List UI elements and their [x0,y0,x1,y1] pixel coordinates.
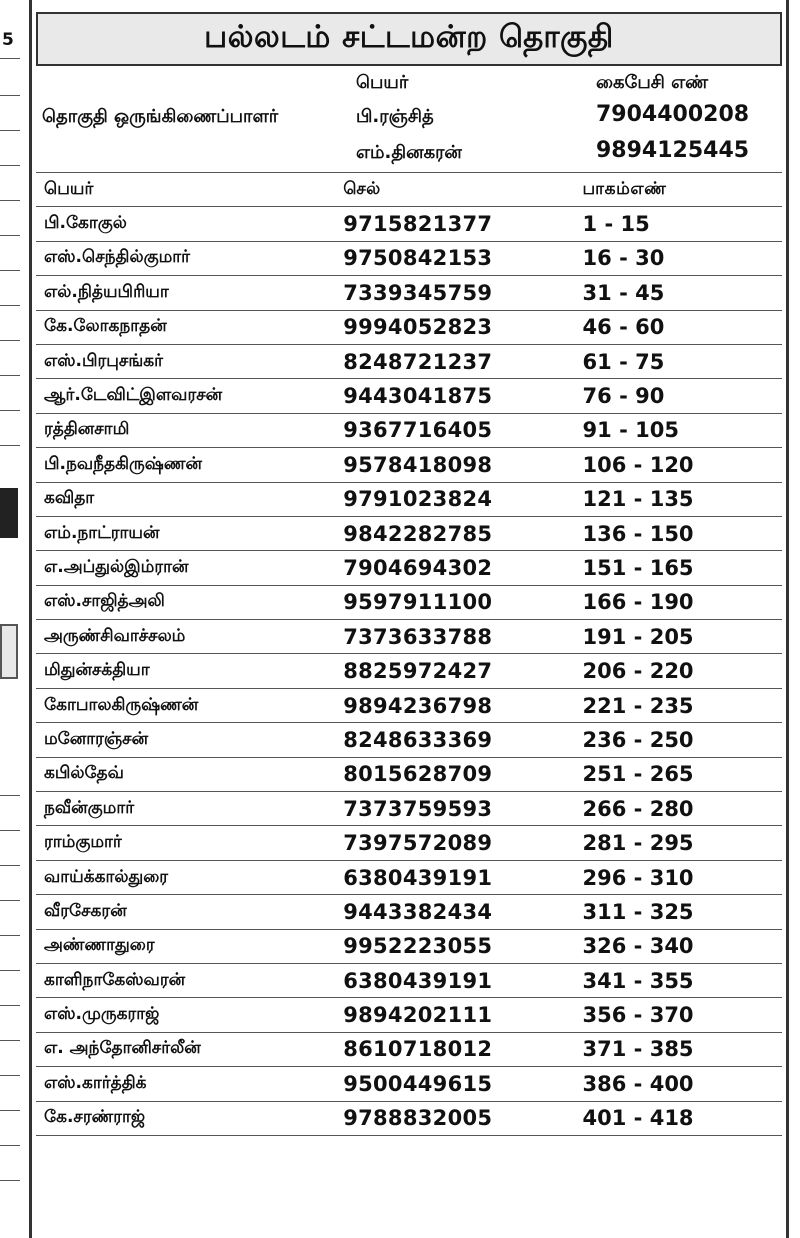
row-phone: 6380439191 [343,865,493,890]
table-row [36,310,782,344]
row-booth: 266 - 280 [582,796,694,821]
coordinator-name-header: பெயர் [356,72,409,93]
row-phone: 8015628709 [343,762,493,787]
table-row [36,722,782,756]
row-booth: 206 - 220 [582,659,694,684]
table-row [36,619,782,653]
row-booth: 151 - 165 [582,555,694,580]
row-name: ரத்தினசாமி [44,419,130,440]
header-name: பெயர் [44,178,94,199]
row-booth: 236 - 250 [582,727,694,752]
row-name: ராம்குமார் [44,832,122,853]
table-row [36,275,782,309]
row-booth: 386 - 400 [582,1071,694,1096]
row-name: ஆர்.டேவிட்இளவரசன் [44,385,223,406]
row-name: வீரசேகரன் [44,900,127,921]
divider [0,445,20,446]
row-phone: 7904694302 [343,555,493,580]
divider [0,375,20,376]
row-booth: 121 - 135 [582,487,694,512]
coordinator-label: தொகுதி ஒருங்கிணைப்பாளர் [42,106,279,127]
divider [0,340,20,341]
coordinator-name-1: பி.ரஞ்சித் [356,106,434,127]
table-row [36,585,782,619]
adjacent-column-fragment [0,0,22,1227]
divider [0,130,20,131]
table-bottom-line [36,1135,782,1136]
row-booth: 311 - 325 [582,899,694,924]
row-phone: 7397572089 [343,831,493,856]
row-phone: 9443382434 [343,899,493,924]
divider [0,200,20,201]
row-name: அருண்சிவாச்சலம் [44,625,186,646]
coordinator-block [36,66,782,172]
row-booth: 31 - 45 [582,280,665,305]
row-name: காளிநாகேஸ்வரன் [44,969,186,990]
row-phone: 9443041875 [343,384,493,409]
row-booth: 296 - 310 [582,865,694,890]
divider [0,235,20,236]
divider [0,865,20,866]
divider [0,95,20,96]
row-name: எஸ்.செந்தில்குமார் [44,247,191,268]
row-booth: 221 - 235 [582,693,694,718]
row-name: எஸ்.கார்த்திக் [44,1072,147,1093]
row-phone: 8248633369 [343,727,493,752]
row-phone: 8825972427 [343,659,493,684]
divider [0,1180,20,1181]
table-row [36,413,782,447]
table-row [36,206,782,240]
row-name: மிதுன்சக்தியா [44,660,150,681]
row-booth: 61 - 75 [582,349,665,374]
divider [0,165,20,166]
row-phone: 9894202111 [343,1003,493,1028]
row-phone: 8248721237 [343,349,493,374]
table-row [36,757,782,791]
divider [0,1110,20,1111]
black-block [0,488,18,538]
divider [0,270,20,271]
row-phone: 9894236798 [343,693,493,718]
row-phone: 9367716405 [343,418,493,443]
row-phone: 9715821377 [343,212,493,237]
row-booth: 401 - 418 [582,1106,694,1131]
coordinator-phone-1: 7904400208 [596,102,750,127]
header-phone: செல் [343,178,381,199]
row-name: கோபாலகிருஷ்ணன் [44,694,199,715]
row-phone: 8610718012 [343,1037,493,1062]
row-name: வாய்க்கால்துரை [44,866,169,887]
table-row [36,482,782,516]
booth-table [36,172,782,1136]
row-booth: 251 - 265 [582,762,694,787]
table-row [36,963,782,997]
row-booth: 1 - 15 [582,212,650,237]
table-row [36,241,782,275]
divider [0,305,20,306]
table-header [36,172,782,206]
divider [0,1075,20,1076]
row-phone: 9994052823 [343,315,493,340]
row-booth: 16 - 30 [582,246,665,271]
row-phone: 9842282785 [343,521,493,546]
table-row [36,860,782,894]
header-booth: பாகம்எண் [582,178,667,199]
row-booth: 136 - 150 [582,521,694,546]
row-phone: 7373759593 [343,796,493,821]
table-row [36,516,782,550]
table-row [36,550,782,584]
divider [0,830,20,831]
row-booth: 281 - 295 [582,831,694,856]
row-phone: 6380439191 [343,968,493,993]
constituency-title: பல்லடம் சட்டமன்ற தொகுதி [36,12,782,66]
row-booth: 356 - 370 [582,1003,694,1028]
row-name: எஸ்.பிரபுசங்கர் [44,350,163,371]
row-phone: 9952223055 [343,934,493,959]
row-booth: 341 - 355 [582,968,694,993]
divider [0,1040,20,1041]
row-name: எஸ்.முருகராஜ் [44,1004,160,1025]
row-name: பி.நவநீதகிருஷ்ணன் [44,453,202,474]
row-phone: 9788832005 [343,1106,493,1131]
table-row [36,825,782,859]
row-name: எஸ்.சாஜித்அலி [44,591,165,612]
row-name: மனோரஞ்சன் [44,728,149,749]
table-row [36,1101,782,1135]
divider [0,410,20,411]
table-row [36,653,782,687]
row-booth: 106 - 120 [582,452,694,477]
table-row [36,688,782,722]
divider [0,935,20,936]
divider [0,900,20,901]
row-name: அண்ணாதுரை [44,935,155,956]
row-phone: 9578418098 [343,452,493,477]
table-row [36,378,782,412]
table-row [36,1066,782,1100]
row-name: கவிதா [44,488,95,509]
row-phone: 9597911100 [343,590,493,615]
divider [0,1005,20,1006]
row-name: எம்.நாட்ராயன் [44,522,160,543]
divider [0,1145,20,1146]
coordinator-phone-2: 9894125445 [596,138,750,163]
grey-box [0,624,18,679]
row-name: எ. அந்தோனிசர்லீன் [44,1038,201,1059]
constituency-panel [29,0,789,1238]
coordinator-name-2: எம்.தினகரன் [356,142,462,163]
row-booth: 76 - 90 [582,384,665,409]
table-row [36,447,782,481]
page-number-fragment: 5 [2,30,14,50]
row-booth: 46 - 60 [582,315,665,340]
divider [0,970,20,971]
row-name: கே.லோகநாதன் [44,316,167,337]
row-name: எல்.நித்யபிரியா [44,281,169,302]
row-name: எ.அப்துல்இம்ரான் [44,556,189,577]
row-phone: 9791023824 [343,487,493,512]
row-name: பி.கோகுல் [44,213,127,234]
coordinator-phone-header: கைபேசி எண் [596,72,709,93]
divider [0,58,20,59]
row-booth: 326 - 340 [582,934,694,959]
row-booth: 91 - 105 [582,418,679,443]
table-row [36,791,782,825]
row-booth: 166 - 190 [582,590,694,615]
row-name: கபில்தேவ் [44,763,124,784]
row-booth: 191 - 205 [582,624,694,649]
table-row [36,997,782,1031]
row-name: கே.சரண்ராஜ் [44,1107,146,1128]
row-phone: 9750842153 [343,246,493,271]
row-booth: 371 - 385 [582,1037,694,1062]
table-row [36,929,782,963]
divider [0,795,20,796]
table-row [36,344,782,378]
table-row [36,1032,782,1066]
row-name: நவீன்குமார் [44,797,135,818]
row-phone: 9500449615 [343,1071,493,1096]
table-row [36,894,782,928]
row-phone: 7339345759 [343,280,493,305]
row-phone: 7373633788 [343,624,493,649]
